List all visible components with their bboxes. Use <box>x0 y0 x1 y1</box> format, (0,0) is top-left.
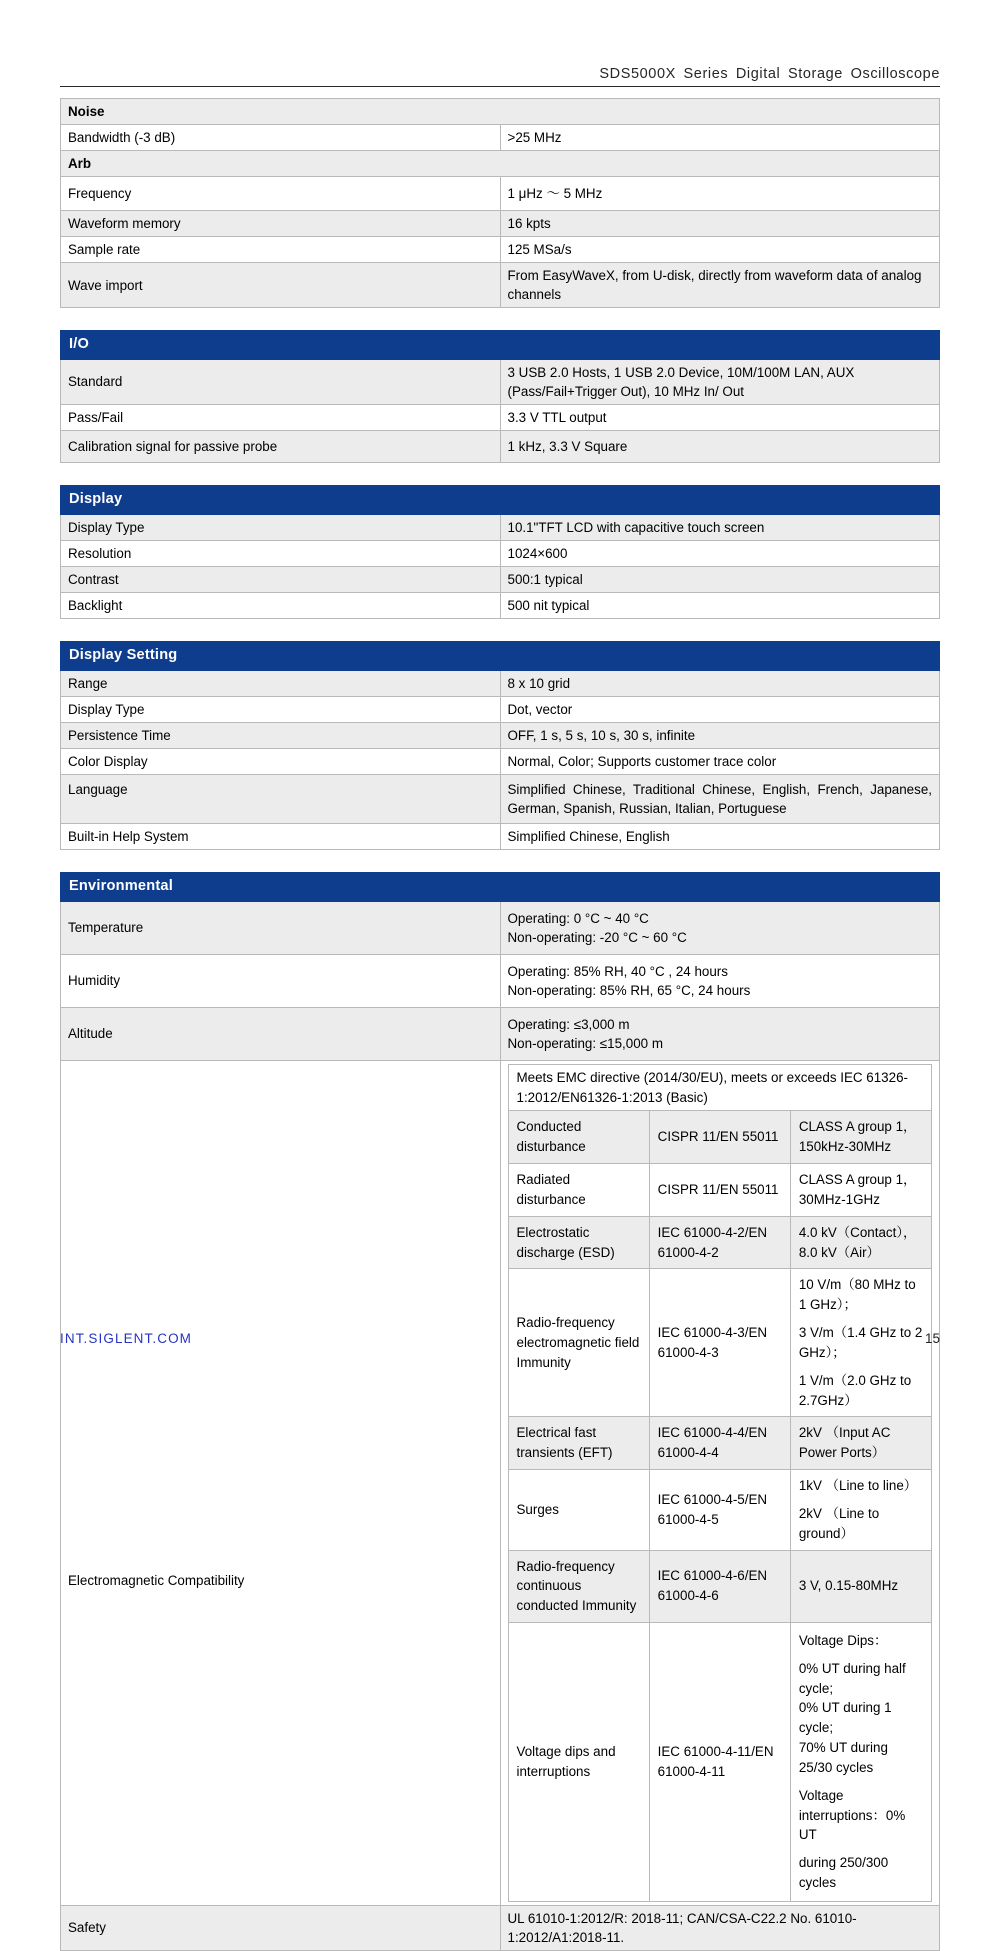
emc-intro-row <box>508 1064 932 1111</box>
table-row <box>61 670 940 696</box>
row-label: Built-in Help System <box>61 823 501 849</box>
table-row <box>61 211 940 237</box>
emc-standard: IEC 61000-4-11/EN 61000-4-11 <box>649 1623 790 1902</box>
emc-row <box>508 1111 932 1164</box>
row-value: 10.1"TFT LCD with capacitive touch screen <box>500 514 940 540</box>
emc-row <box>508 1550 932 1622</box>
row-label: Display Type <box>61 696 501 722</box>
emc-level-line: during 250/300 cycles <box>798 1855 889 1891</box>
table-row <box>61 263 940 308</box>
row-label: Standard <box>61 359 501 404</box>
row-label: Waveform memory <box>61 211 501 237</box>
emc-table-host <box>500 1060 940 1905</box>
emc-level-line: 0% UT during half cycle; <box>798 1660 906 1696</box>
footer-page-number: 15 <box>924 1331 940 1346</box>
emc-row <box>508 1417 932 1470</box>
emc-intro: Meets EMC directive (2014/30/EU), meets or exceeds IEC 61326-1:2012/EN61326-1:2013 (Basic) <box>508 1064 932 1111</box>
row-value: 1 μHz ～ 5 MHz <box>500 177 940 211</box>
row-value: 125 MSa/s <box>500 237 940 263</box>
subheading-arb: Arb <box>61 151 940 177</box>
emc-level: CLASS A group 1， 30MHz-1GHz <box>790 1164 931 1217</box>
row-label: Color Display <box>61 748 501 774</box>
table-emc <box>508 1064 933 1902</box>
row-label: Range <box>61 670 501 696</box>
section-header-display <box>61 486 940 515</box>
table-row <box>61 566 940 592</box>
emc-row <box>508 1623 932 1902</box>
row-value <box>500 954 940 1007</box>
page-content <box>60 66 940 1951</box>
footer-website-link[interactable]: INT.SIGLENT.COM <box>60 1331 193 1346</box>
emc-level-line: 0% UT during 1 cycle; <box>798 1700 892 1736</box>
emc-standard: IEC 61000-4-5/EN 61000-4-5 <box>649 1470 790 1550</box>
table-display <box>60 485 940 619</box>
row-label: Temperature <box>61 901 501 954</box>
emc-level-line: 10 V/m（80 MHz to 1 GHz）； <box>798 1277 916 1313</box>
row-label: Persistence Time <box>61 722 501 748</box>
table-row <box>61 1905 940 1950</box>
emc-level-line: Voltage Dips： <box>798 1633 888 1648</box>
table-row <box>61 359 940 404</box>
value-line: Non-operating: 85% RH, 65 °C, 24 hours <box>507 982 751 998</box>
section-title: I/O <box>61 331 940 360</box>
value-line: Non-operating: ≤15,000 m <box>507 1035 663 1051</box>
table-row <box>61 431 940 463</box>
table-row <box>61 177 940 211</box>
row-value <box>500 1007 940 1060</box>
emc-standard: CISPR 11/EN 55011 <box>649 1164 790 1217</box>
table-row <box>61 125 940 151</box>
emc-name: Voltage dips and interruptions <box>508 1623 649 1902</box>
table-row <box>61 696 940 722</box>
row-value: >25 MHz <box>500 125 940 151</box>
section-title: Display <box>61 486 940 515</box>
row-value: UL 61010-1:2012/R: 2018-11; CAN/CSA-C22.2 No. 61010-1:2012/A1:2018-11. <box>500 1905 940 1950</box>
row-label: Safety <box>61 1905 501 1950</box>
emc-level: 4.0 kV（Contact），8.0 kV（Air） <box>790 1216 931 1269</box>
emc-name: Surges <box>508 1470 649 1550</box>
emc-name: Electrical fast transients (EFT) <box>508 1417 649 1470</box>
emc-level-line: 2kV （Line to ground） <box>798 1505 880 1541</box>
emc-level-line: 1kV （Line to line） <box>798 1478 918 1494</box>
row-value: 8 x 10 grid <box>500 670 940 696</box>
row-label-emc <box>61 1060 501 1905</box>
table-row <box>61 514 940 540</box>
table-display-setting <box>60 641 940 850</box>
row-value: 3 USB 2.0 Hosts, 1 USB 2.0 Device, 10M/100M LAN, AUX (Pass/Fail+Trigger Out), 10 MHz In/ Out <box>500 359 940 404</box>
row-label: Altitude <box>61 1007 501 1060</box>
section-header-environmental <box>61 872 940 901</box>
value-line: Operating: 0 °C ~ 40 °C <box>507 910 649 926</box>
emc-level-line: Voltage interruptions：0% UT <box>798 1787 906 1843</box>
table-row-emc <box>61 1060 940 1905</box>
page-footer <box>60 1331 940 1346</box>
emc-level <box>790 1623 931 1902</box>
table-gap <box>60 308 940 330</box>
table-gap <box>60 463 940 485</box>
row-value: 16 kpts <box>500 211 940 237</box>
emc-level: 3 V, 0.15-80MHz <box>790 1550 931 1622</box>
table-row <box>61 774 940 823</box>
section-header-io <box>61 331 940 360</box>
emc-standard: IEC 61000-4-6/EN 61000-4-6 <box>649 1550 790 1622</box>
row-value <box>500 901 940 954</box>
row-label: Display Type <box>61 514 501 540</box>
table-row <box>61 540 940 566</box>
table-row <box>61 1007 940 1060</box>
emc-row <box>508 1164 932 1217</box>
table-row <box>61 151 940 177</box>
table-io <box>60 330 940 463</box>
row-value: 1 kHz, 3.3 V Square <box>500 431 940 463</box>
emc-level-line: 1 V/m（2.0 GHz to 2.7GHz） <box>798 1372 912 1408</box>
emc-name: Radiated disturbance <box>508 1164 649 1217</box>
emc-standard: CISPR 11/EN 55011 <box>649 1111 790 1164</box>
table-gap <box>60 619 940 641</box>
table-row <box>61 99 940 125</box>
section-header-display-setting <box>61 641 940 670</box>
table-environmental <box>60 872 940 1951</box>
emc-standard: IEC 61000-4-3/EN 61000-4-3 <box>649 1269 790 1417</box>
row-label: Resolution <box>61 540 501 566</box>
row-label: Frequency <box>61 177 501 211</box>
emc-standard: IEC 61000-4-2/EN 61000-4-2 <box>649 1216 790 1269</box>
row-value: Simplified Chinese, Traditional Chinese, English, French, Japanese, German, Spanish, Russian, Italian, Portuguese <box>500 774 940 823</box>
header-rule <box>60 86 940 87</box>
value-line: Operating: 85% RH, 40 °C , 24 hours <box>507 963 728 979</box>
row-value: 500 nit typical <box>500 592 940 618</box>
row-value: 500:1 typical <box>500 566 940 592</box>
row-label: Wave import <box>61 263 501 308</box>
running-header: SDS5000X Series Digital Storage Oscilloscope <box>599 66 940 82</box>
emc-level: CLASS A group 1，150kHz-30MHz <box>790 1111 931 1164</box>
row-value: 3.3 V TTL output <box>500 405 940 431</box>
row-label: Backlight <box>61 592 501 618</box>
value-line: Non-operating: -20 °C ~ 60 °C <box>507 929 687 945</box>
emc-name: Electrostatic discharge (ESD) <box>508 1216 649 1269</box>
table-noise-arb <box>60 98 940 308</box>
emc-row <box>508 1470 932 1550</box>
table-gap <box>60 850 940 872</box>
table-row <box>61 237 940 263</box>
row-value: OFF, 1 s, 5 s, 10 s, 30 s, infinite <box>500 722 940 748</box>
emc-level-line: 70% UT during 25/30 cycles <box>798 1740 888 1775</box>
emc-standard: IEC 61000-4-4/EN 61000-4-4 <box>649 1417 790 1470</box>
row-value: Normal, Color; Supports customer trace color <box>500 748 940 774</box>
row-label: Calibration signal for passive probe <box>61 431 501 463</box>
row-label: Humidity <box>61 954 501 1007</box>
emc-name: Radio-frequency electromagnetic field Immunity <box>508 1269 649 1417</box>
row-label-text: Electromagnetic Compatibility <box>68 1573 245 1589</box>
subheading-noise: Noise <box>61 99 940 125</box>
emc-row <box>508 1216 932 1269</box>
row-label: Pass/Fail <box>61 405 501 431</box>
section-title: Environmental <box>61 872 940 901</box>
row-label: Contrast <box>61 566 501 592</box>
table-row <box>61 954 940 1007</box>
section-title: Display Setting <box>61 641 940 670</box>
row-value: Dot, vector <box>500 696 940 722</box>
table-row <box>61 748 940 774</box>
emc-name: Radio-frequency continuous conducted Immunity <box>508 1550 649 1622</box>
table-row <box>61 823 940 849</box>
table-row <box>61 722 940 748</box>
row-value: Simplified Chinese, English <box>500 823 940 849</box>
emc-level: 2kV （Input AC Power Ports） <box>790 1417 931 1470</box>
emc-level <box>790 1470 931 1550</box>
row-label: Sample rate <box>61 237 501 263</box>
row-label: Language <box>61 774 501 823</box>
table-row <box>61 592 940 618</box>
row-value: 1024×600 <box>500 540 940 566</box>
table-row <box>61 405 940 431</box>
row-value: From EasyWaveX, from U-disk, directly from waveform data of analog channels <box>500 263 940 308</box>
emc-level-line: 3 V/m（1.4 GHz to 2 GHz）； <box>798 1325 923 1360</box>
row-label: Bandwidth (-3 dB) <box>61 125 501 151</box>
table-row <box>61 901 940 954</box>
value-line: Operating: ≤3,000 m <box>507 1016 630 1032</box>
emc-name: Conducted disturbance <box>508 1111 649 1164</box>
